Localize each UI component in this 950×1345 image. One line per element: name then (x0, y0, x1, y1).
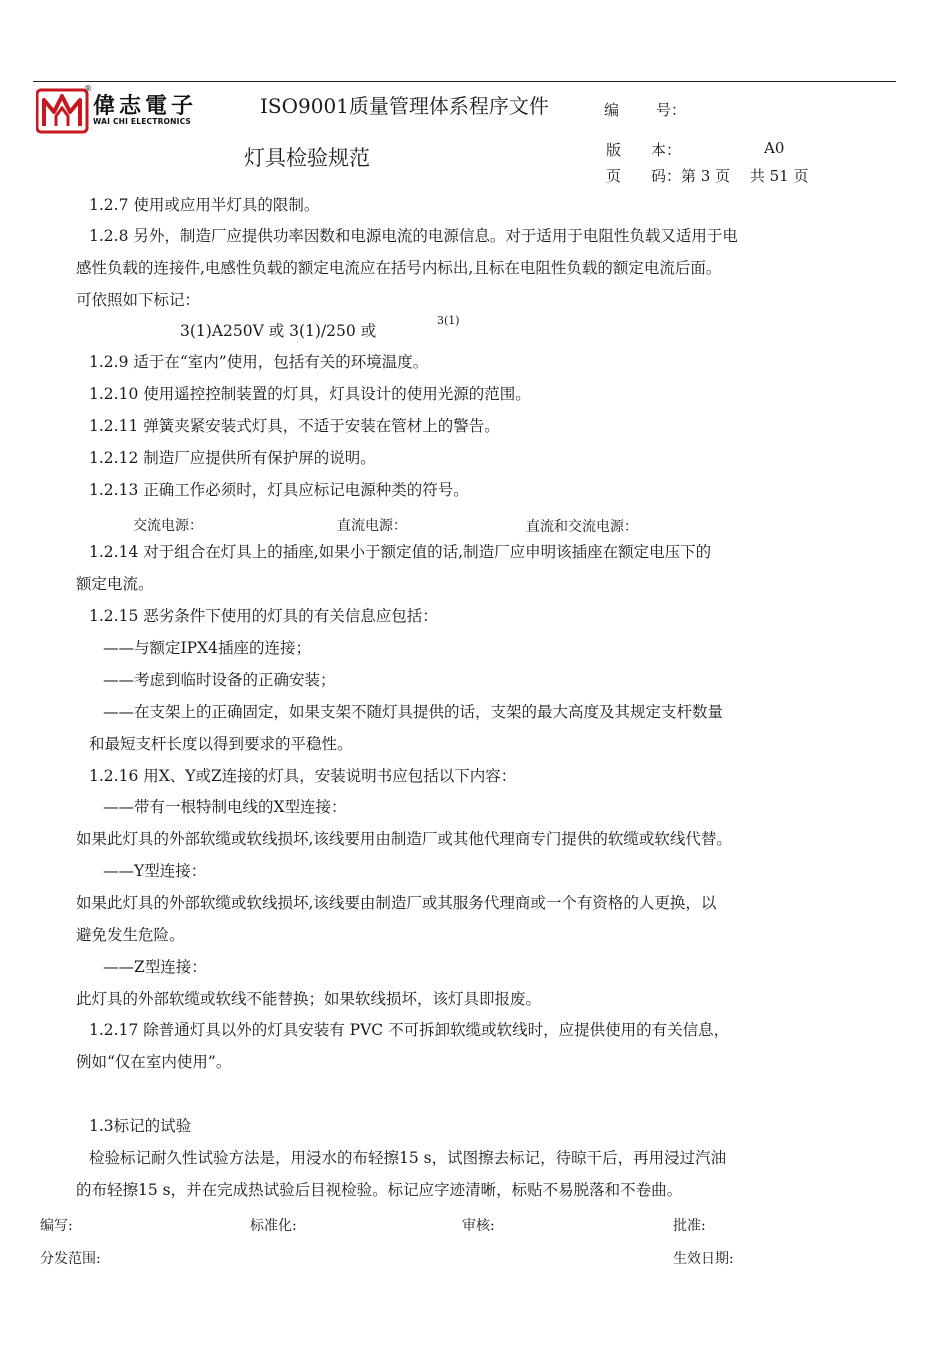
number-label-tail: 号： (656, 101, 687, 119)
logo-chinese-name: 偉志電子 (93, 94, 198, 119)
header-rule (33, 81, 896, 82)
footer-author: 编写: (40, 1218, 73, 1234)
body-line: 1.2.14 对于组合在灯具上的插座,如果小于额定值的话,制造厂应申明该插座在额定电压下的 (89, 543, 712, 561)
body-line: 如果此灯具的外部软缆或软线损坏,该线要用由制造厂或其他代理商专门提供的软缆或软线代替。 (76, 830, 732, 848)
body-line: 避免发生危险。 (76, 926, 185, 944)
number-label: 编 (604, 101, 620, 119)
dc-power-label: 直流电源： (337, 518, 407, 534)
body-line: 1.2.16 用X、Y或Z连接的灯具，安装说明书应包括以下内容： (89, 767, 517, 785)
body-line: 1.2.8 另外，制造厂应提供功率因数和电源电流的电源信息。对于适用于电阻性负载又适用于电 (89, 227, 738, 245)
body-line: 感性负载的连接件,电感性负载的额定电流应在括号内标出,且标在电阻性负载的额定电流后面。 (76, 259, 722, 277)
footer-approve: 批准: (673, 1218, 706, 1234)
body-line: 1.2.7 使用或应用半灯具的限制。 (89, 196, 320, 214)
acdc-power-label: 直流和交流电源： (526, 519, 638, 535)
body-line: 和最短支杆长度以得到要求的平稳性。 (89, 735, 353, 753)
footer-effective-date: 生效日期: (673, 1251, 734, 1267)
body-line: 1.2.15 恶劣条件下使用的灯具的有关信息应包括： (89, 607, 438, 625)
footer-review: 审核: (462, 1218, 495, 1234)
body-line: ——带有一根特制电线的X型连接： (103, 798, 347, 816)
body-line: 1.2.12 制造厂应提供所有保护屏的说明。 (89, 449, 376, 467)
body-line: 例如“仅在室内使用”。 (76, 1053, 232, 1071)
body-line: ——Z型连接： (103, 958, 207, 976)
footer-standardization: 标准化: (250, 1218, 297, 1234)
body-line: 1.2.9 适于在“室内”使用，包括有关的环境温度。 (89, 353, 429, 371)
document-title: ISO9001质量管理体系程序文件 (260, 94, 549, 118)
body-line: 额定电流。 (76, 575, 154, 593)
version-value: A0 (764, 139, 785, 157)
logo-english-name: WAI CHI ELECTRONICS (93, 117, 192, 126)
body-line: 检验标记耐久性试验方法是，用浸水的布轻擦15 s，试图擦去标记，待晾干后，再用浸过汽油 (89, 1149, 727, 1167)
body-line: 此灯具的外部软缆或软线不能替换；如果软线损坏，该灯具即报废。 (76, 990, 542, 1008)
body-line: ——与额定IPX4插座的连接； (103, 639, 311, 657)
registered-mark: ® (84, 84, 92, 93)
body-line: 1.2.17 除普通灯具以外的灯具安装有 PVC 不可拆卸软缆或软线时，应提供使用的有关信息， (89, 1021, 730, 1039)
version-label: 版 本： (606, 141, 682, 159)
body-line: ——在支架上的正确固定，如果支架不随灯具提供的话，支架的最大高度及其规定支杆数量 (103, 703, 724, 721)
footer-distribution: 分发范围: (40, 1251, 101, 1267)
marking-example: 3(1)A250V 或 3(1)/250 或 (180, 322, 377, 340)
body-line: 1.2.11 弹簧夹紧安装式灯具，不适于安装在管材上的警告。 (89, 417, 500, 435)
document-subtitle: 灯具检验规范 (244, 146, 370, 170)
company-logo (36, 86, 226, 134)
body-line: 可依照如下标记： (76, 291, 201, 309)
body-line: 的布轻擦15 s，并在完成热试验后目视检验。标记应字迹清晰，标贴不易脱落和不卷曲。 (76, 1181, 683, 1199)
body-line: ——考虑到临时设备的正确安装； (103, 671, 336, 689)
body-line: 1.2.13 正确工作必须时，灯具应标记电源种类的符号。 (89, 481, 469, 499)
body-line: ——Y型连接： (103, 862, 207, 880)
logo-mark-icon (36, 86, 90, 134)
ac-power-label: 交流电源： (133, 518, 203, 534)
marking-superscript: 3(1) (437, 314, 460, 327)
page-info: 页 码：第 3 页 共 51 页 (606, 167, 809, 185)
section-heading: 1.3标记的试验 (89, 1117, 192, 1135)
body-line: 1.2.10 使用遥控控制装置的灯具，灯具设计的使用光源的范围。 (89, 385, 531, 403)
body-line: 如果此灯具的外部软缆或软线损坏,该线要由制造厂或其服务代理商或一个有资格的人更换，以 (76, 894, 717, 912)
